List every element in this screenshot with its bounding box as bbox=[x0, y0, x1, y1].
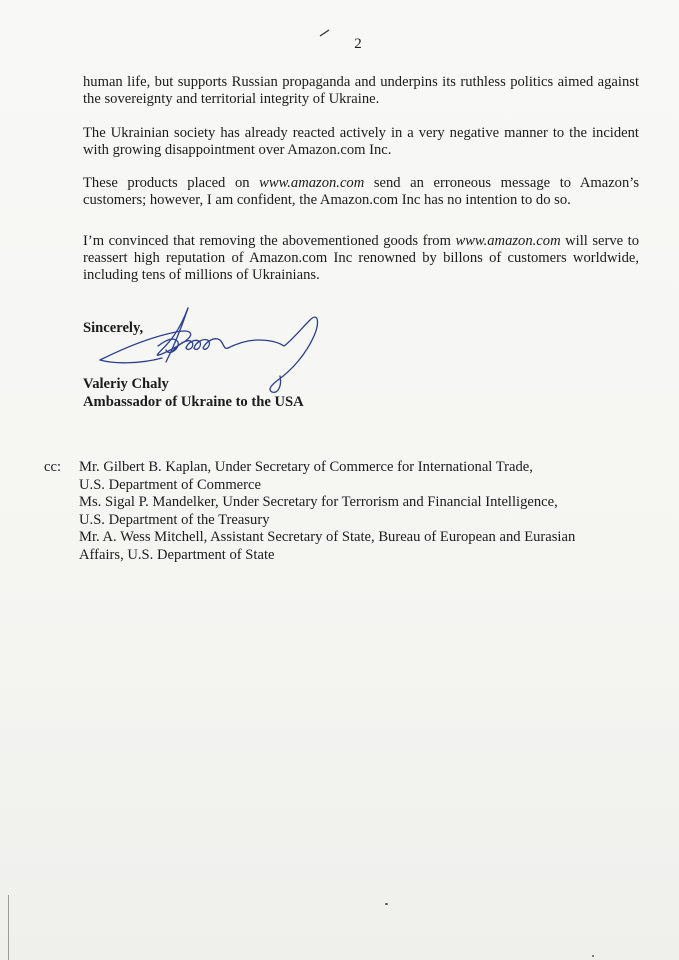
cc-line: Mr. A. Wess Mitchell, Assistant Secretary of State, Bureau of European and Eurasian bbox=[79, 529, 576, 545]
paragraph-erroneous-message bbox=[83, 175, 639, 209]
amazon-url: www.amazon.com bbox=[455, 233, 561, 249]
paragraph-text-end: send an erroneous message to Amazon’s customers; however, I am confident, the Amazon.com Inc has no intention to do so. bbox=[83, 175, 639, 208]
paragraph-text-start: I’m convinced that removing the abovementioned goods from bbox=[83, 233, 456, 249]
cc-line: U.S. Department of Commerce bbox=[79, 476, 261, 493]
cc-line: Ms. Sigal P. Mandelker, Under Secretary for Terrorism and Financial Intelligence, bbox=[79, 494, 558, 510]
paragraph-propaganda bbox=[83, 74, 639, 108]
page-number: 2 bbox=[354, 36, 362, 52]
paragraph-society-reaction bbox=[83, 125, 639, 159]
paragraph-text-end: will serve to reassert high reputation of Amazon.com Inc renowned by billons of customers worldwide, including tens of millions of Ukrainians. bbox=[83, 233, 639, 283]
paragraph-removal-request bbox=[83, 233, 639, 284]
signer-block bbox=[83, 375, 304, 411]
cc-line: U.S. Department of the Treasury bbox=[79, 511, 270, 528]
paragraph-text: human life, but supports Russian propaganda and underpins its ruthless politics aimed against the sovereignty and territorial integrity of Ukraine. bbox=[83, 74, 639, 107]
signer-name: Valeriy Chaly bbox=[83, 376, 169, 392]
cc-line: Mr. Gilbert B. Kaplan, Under Secretary of Commerce for International Trade, bbox=[79, 459, 533, 475]
paragraph-text-start: These products placed on bbox=[83, 175, 260, 191]
cc-recipient-list bbox=[79, 459, 575, 564]
scan-speck bbox=[592, 955, 594, 957]
closing-salutation: Sincerely, bbox=[83, 320, 144, 336]
scan-speck bbox=[385, 903, 388, 905]
pen-tick-mark bbox=[318, 28, 332, 38]
amazon-url: www.amazon.com bbox=[259, 175, 365, 191]
signer-title: Ambassador of Ukraine to the USA bbox=[83, 394, 304, 410]
scan-edge bbox=[8, 895, 9, 960]
paragraph-text: The Ukrainian society has already reacted actively in a very negative manner to the incident with growing disappointment over Amazon.com Inc. bbox=[83, 125, 639, 158]
cc-line: Affairs, U.S. Department of State bbox=[79, 546, 275, 563]
cc-label: cc: bbox=[44, 459, 62, 475]
